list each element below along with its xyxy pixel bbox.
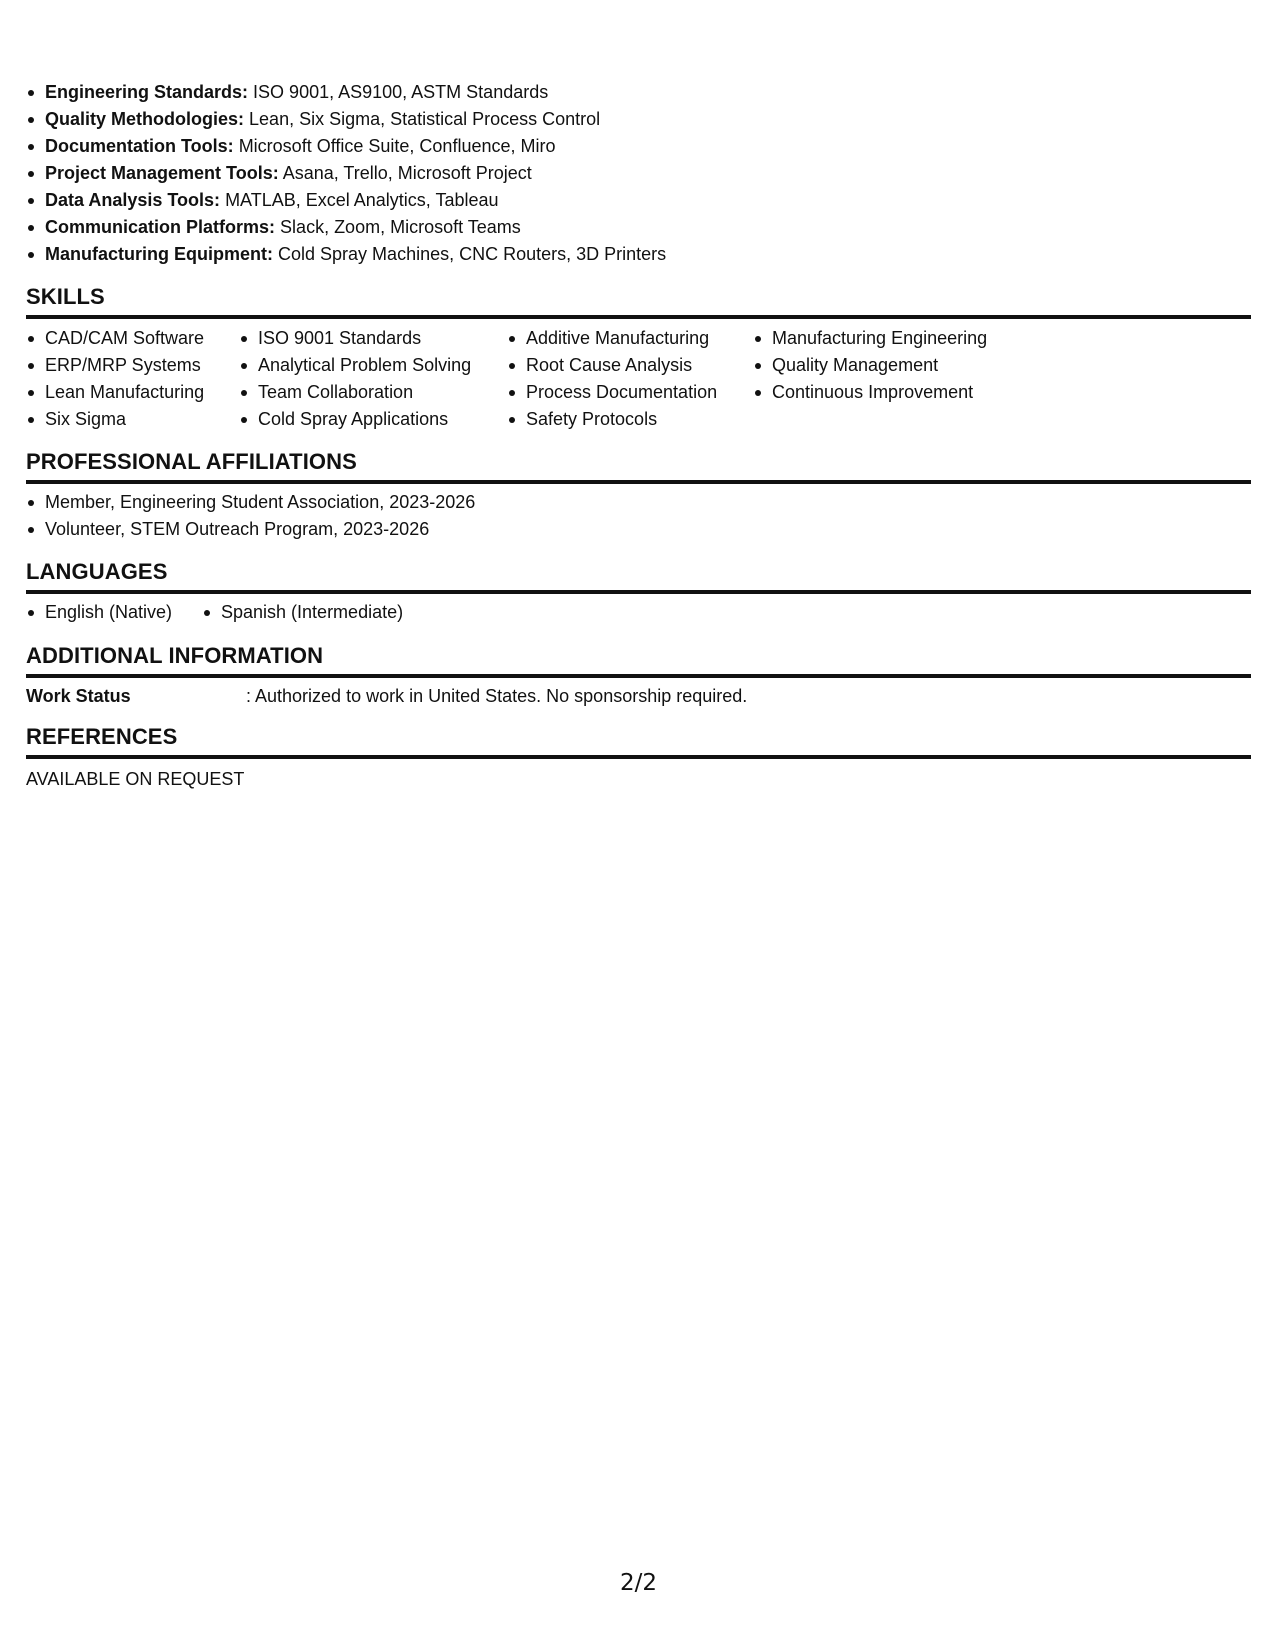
tools-item-engineering-standards	[26, 79, 666, 106]
work-status-value: : Authorized to work in United States. No sponsorship required.	[246, 686, 748, 706]
tools-item-communication-platforms	[26, 214, 666, 241]
skill-item: Quality Management	[753, 352, 987, 379]
tools-item-label: Engineering Standards:	[45, 82, 249, 102]
affiliations-list	[26, 489, 475, 543]
tools-item-quality-methodologies	[26, 106, 666, 133]
tools-list	[26, 79, 666, 268]
tools-item-label: Communication Platforms:	[45, 217, 276, 237]
tools-item-label: Documentation Tools:	[45, 136, 234, 156]
tools-item-value: Slack, Zoom, Microsoft Teams	[280, 217, 521, 237]
skill-item: Safety Protocols	[507, 406, 717, 433]
tools-item-value: Asana, Trello, Microsoft Project	[282, 163, 532, 183]
tools-item-label: Data Analysis Tools:	[45, 190, 221, 210]
skill-item: Analytical Problem Solving	[239, 352, 471, 379]
work-status-label: Work Status	[26, 686, 131, 706]
work-status-row	[26, 683, 1251, 710]
skill-item: ERP/MRP Systems	[26, 352, 204, 379]
skill-item: ISO 9001 Standards	[239, 325, 471, 352]
skills-column	[753, 325, 987, 406]
skills-column	[507, 325, 717, 433]
tools-item-manufacturing-equipment	[26, 241, 666, 268]
affiliation-item: Member, Engineering Student Association, 2023-2026	[26, 489, 475, 516]
section-heading-languages: LANGUAGES	[26, 557, 1251, 594]
skill-item: Manufacturing Engineering	[753, 325, 987, 352]
section-heading-affiliations: PROFESSIONAL AFFILIATIONS	[26, 447, 1251, 484]
language-item: English (Native)	[26, 599, 172, 626]
skill-item: Six Sigma	[26, 406, 204, 433]
skills-column	[26, 325, 204, 433]
section-heading-references: REFERENCES	[26, 722, 1251, 759]
skill-item: Additive Manufacturing	[507, 325, 717, 352]
skill-item: Lean Manufacturing	[26, 379, 204, 406]
resume-page-2	[26, 0, 1251, 1650]
skill-item: Root Cause Analysis	[507, 352, 717, 379]
tools-item-label: Project Management Tools:	[45, 163, 279, 183]
tools-item-label: Quality Methodologies:	[45, 109, 245, 129]
tools-item-value: Cold Spray Machines, CNC Routers, 3D Printers	[278, 244, 667, 264]
tools-item-value: ISO 9001, AS9100, ASTM Standards	[253, 82, 549, 102]
tools-item-project-management-tools	[26, 160, 666, 187]
tools-item-value: Microsoft Office Suite, Confluence, Miro	[238, 136, 556, 156]
tools-item-value: MATLAB, Excel Analytics, Tableau	[225, 190, 499, 210]
references-text: AVAILABLE ON REQUEST	[26, 769, 245, 789]
skills-column	[239, 325, 471, 433]
section-heading-additional-information: ADDITIONAL INFORMATION	[26, 641, 1251, 678]
skill-item: Process Documentation	[507, 379, 717, 406]
tools-item-label: Manufacturing Equipment:	[45, 244, 273, 264]
tools-item-data-analysis-tools	[26, 187, 666, 214]
tools-item-documentation-tools	[26, 133, 666, 160]
skill-item: CAD/CAM Software	[26, 325, 204, 352]
page-number: 2/2	[619, 1570, 657, 1596]
tools-item-value: Lean, Six Sigma, Statistical Process Control	[249, 109, 601, 129]
section-heading-skills: SKILLS	[26, 282, 1251, 319]
skill-item: Team Collaboration	[239, 379, 471, 406]
skill-item: Cold Spray Applications	[239, 406, 471, 433]
skill-item: Continuous Improvement	[753, 379, 987, 406]
affiliation-item: Volunteer, STEM Outreach Program, 2023-2026	[26, 516, 475, 543]
language-item: Spanish (Intermediate)	[202, 599, 403, 626]
